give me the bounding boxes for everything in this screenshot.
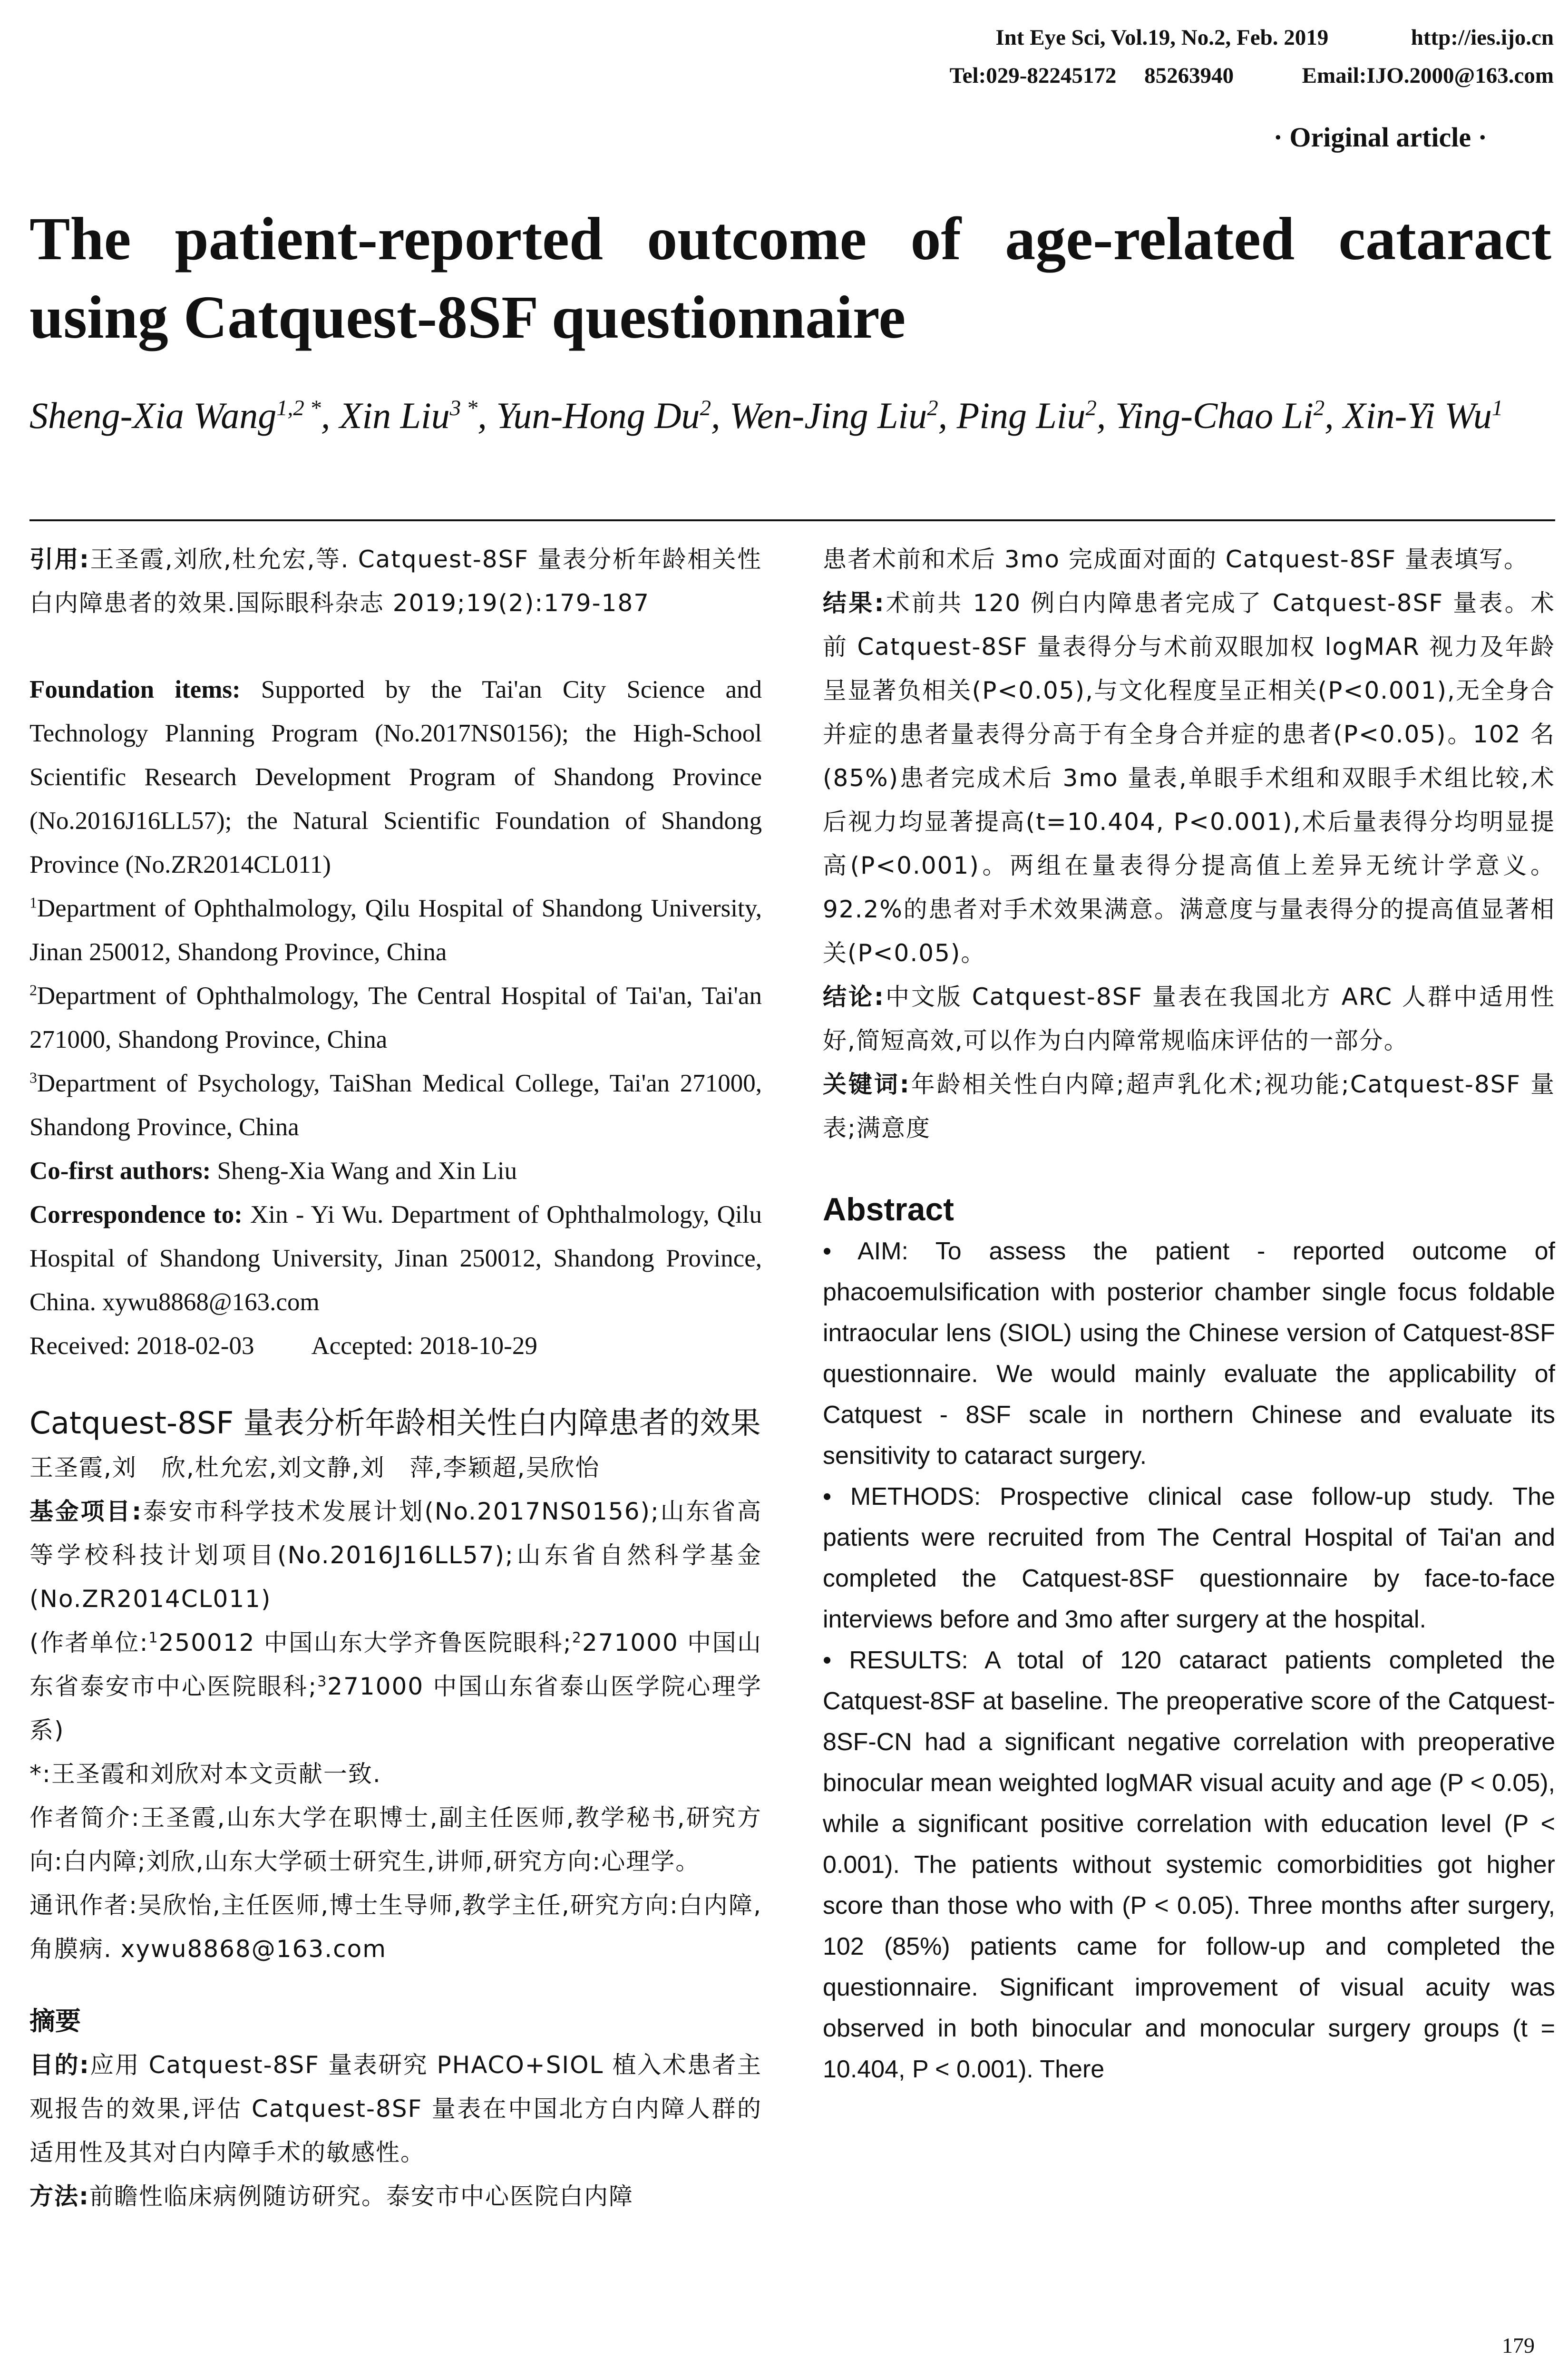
left-column	[29, 537, 762, 2218]
journal-citation: Int Eye Sci, Vol.19, No.2, Feb. 2019	[995, 25, 1329, 50]
author-affiliation-mark: 1,2 *	[276, 396, 321, 420]
affiliation-text: Department of Ophthalmology, Qilu Hospital of Shandong University, Jinan 250012, Shandong Province, China	[29, 895, 762, 966]
journal-email: Email:IJO.2000@163.com	[1302, 63, 1554, 88]
author-affiliation-mark: 2	[1085, 396, 1097, 420]
author-name: Ying-Chao Li	[1115, 395, 1314, 436]
co-first-text: Sheng-Xia Wang and Xin Liu	[217, 1157, 517, 1185]
foundation-label: Foundation items:	[29, 676, 241, 703]
author-biography: 作者简介:王圣霞,山东大学在职博士,副主任医师,教学秘书,研究方向:白内障;刘欣,山东大学硕士研究生,讲师,研究方向:心理学。	[29, 1804, 762, 1875]
correspondence-text: Xin - Yi Wu. Department of Ophthalmology, Qilu Hospital of Shandong University, Jinan 250012, Shandong Province, China. xywu8868@163.com	[29, 1201, 762, 1316]
author-affiliation-mark: 1	[1491, 396, 1503, 420]
correspondence	[29, 1193, 762, 1324]
author-list: Sheng-Xia Wang$^{1,2 *}$, Xin Liu$^{3 *}$, Yun-Hong Du$^2$, Wen-Jing Liu$^2$, Ping Liu$^2$, Ying-Chao Li$^2$, Xin-Yi Wu$^1$	[29, 395, 1503, 436]
abstract-aim-label: • AIM:	[823, 1237, 908, 1265]
paper-title-line-2: using Catquest-8SF questionnaire	[29, 283, 906, 351]
abstract-aim	[823, 1231, 1555, 1476]
co-first-authors	[29, 1149, 762, 1193]
chinese-foundation-text: 泰安市科学技术发展计划(No.2017NS0156);山东省高等学校科技计划项目(No.2016J16LL57);山东省自然科学基金(No.ZR2014CL011)	[29, 1498, 762, 1613]
author-name: Wen-Jing Liu	[729, 395, 927, 436]
chinese-correspondence: 通讯作者:吴欣怡,主任医师,博士生导师,教学主任,研究方向:白内障,角膜病. xywu8868@163.com	[29, 1891, 762, 1963]
chinese-aim-text: 应用 Catquest-8SF 量表研究 PHACO+SIOL 植入术患者主观报告的效果,评估 Catquest-8SF 量表在中国北方白内障人群的适用性及其对白内障手术的敏感性。	[29, 2051, 762, 2166]
chinese-conclusion-label: 结论:	[823, 983, 885, 1011]
chinese-affiliation-text: 250012 中国山东大学齐鲁医院眼科;	[158, 1629, 572, 1656]
chinese-results-label: 结果:	[823, 589, 885, 617]
abstract-aim-text: To assess the patient - reported outcome of phacoemulsification with posterior chamber single focus foldable intraocular lens (SIOL) using the Chinese version of Catquest-8SF questionnaire. We would mainly evaluate the applicability of Catquest - 8SF scale in northern Chinese and evaluate its sensitivity to cataract surgery.	[823, 1237, 1555, 1470]
abstract-methods-label: • METHODS:	[823, 1483, 981, 1510]
chinese-aim	[29, 2043, 762, 2174]
paper-title	[29, 200, 1551, 357]
chinese-keywords-label: 关键词:	[823, 1071, 910, 1098]
author-name: Xin Liu	[339, 395, 450, 436]
abstract-methods-text: Prospective clinical case follow-up study. The patients were recruited from The Central Hospital of Tai'an and completed the Catquest-8SF questionnaire by face-to-face interviews before and 3mo after surgery at the hospital.	[823, 1483, 1555, 1633]
co-first-label: Co-first authors:	[29, 1157, 211, 1185]
chinese-authors: 王圣霞,刘 欣,杜允宏,刘文静,刘 萍,李颖超,吴欣怡	[29, 1454, 600, 1481]
author-name: Sheng-Xia Wang	[29, 395, 277, 436]
foundation-text: Supported by the Tai'an City Science and Technology Planning Program (No.2017NS0156); the High-School Scientific Research Development Program of Shandong Province (No.2016J16LL57); the Natural Scientific Foundation of Shandong Province (No.ZR2014CL011)	[29, 676, 762, 878]
citation-label: 引用:	[29, 546, 90, 573]
affiliation-mark: 1	[148, 1629, 159, 1646]
chinese-methods-label: 方法:	[29, 2182, 89, 2210]
affiliation-mark: 3	[29, 1069, 37, 1086]
paper-title-line-1: The patient-reported outcome of age-related cataract	[29, 205, 1551, 273]
affiliation-text: Department of Psychology, TaiShan Medical College, Tai'an 271000, Shandong Province, China	[29, 1070, 762, 1141]
received-date: Received: 2018-02-03	[29, 1332, 254, 1360]
chinese-conclusion	[823, 975, 1555, 1062]
affiliation-text: Department of Ophthalmology, The Central Hospital of Tai'an, Tai'an 271000, Shandong Province, China	[29, 982, 762, 1053]
page-number: 179	[1502, 2333, 1535, 2358]
citation-text: 王圣霞,刘欣,杜允宏,等. Catquest-8SF 量表分析年龄相关性白内障患者的效果.国际眼科杂志 2019;19(2):179-187	[29, 546, 762, 617]
author-affiliation-mark: 2	[927, 396, 938, 420]
affiliation-2	[29, 974, 762, 1062]
journal-header-line-1	[995, 25, 1554, 50]
affiliation-mark: 3	[317, 1673, 328, 1690]
author-affiliation-mark: 2	[700, 396, 711, 420]
author-name: Xin-Yi Wu	[1343, 395, 1492, 436]
chinese-affiliation-prefix: (作者单位:	[29, 1629, 149, 1656]
chinese-results	[823, 581, 1555, 975]
chinese-foundation-label: 基金项目:	[29, 1498, 143, 1525]
affiliation-mark: 1	[29, 894, 37, 911]
affiliation-mark: 2	[29, 982, 37, 999]
article-type: · Original article ·	[1273, 122, 1487, 153]
affiliation-3	[29, 1062, 762, 1149]
citation	[29, 537, 762, 625]
chinese-title: Catquest-8SF 量表分析年龄相关性白内障患者的效果	[29, 1406, 761, 1441]
chinese-methods-continued: 患者术前和术后 3mo 完成面对面的 Catquest-8SF 量表填写。	[823, 546, 1529, 573]
chinese-keywords	[823, 1062, 1555, 1150]
foundation-items	[29, 668, 762, 887]
accepted-date: Accepted: 2018-10-29	[311, 1332, 537, 1360]
abstract-results	[823, 1640, 1555, 2090]
chinese-foundation	[29, 1490, 762, 1621]
correspondence-label: Correspondence to:	[29, 1201, 243, 1228]
abstract-results-label: • RESULTS:	[823, 1646, 968, 1674]
header-divider	[29, 519, 1555, 521]
chinese-aim-label: 目的:	[29, 2051, 90, 2079]
chinese-methods	[29, 2174, 762, 2218]
equal-contribution-note: *:王圣霞和刘欣对本文贡献一致.	[29, 1760, 381, 1788]
chinese-results-text: 术前共 120 例白内障患者完成了 Catquest-8SF 量表。术前 Catquest-8SF 量表得分与术前双眼加权 logMAR 视力及年龄呈显著负相关(P<0.05),与文化程度呈正相关(P<0.001),无全身合并症的患者量表得分高于有全身合并症的患者(P<0.05)。102 名(85%)患者完成术后 3mo 量表,单眼手术组和双眼手术组比较,术后视力均显著提高(t=10.404, P<0.001),术后量表得分均明显提高(P<0.001)。两组在量表得分提高值上差异无统计学意义。92.2%的患者对手术效果满意。满意度与量表得分的提高值显著相关(P<0.05)。	[823, 589, 1556, 967]
chinese-conclusion-text: 中文版 Catquest-8SF 量表在我国北方 ARC 人群中适用性好,简短高效,可以作为白内障常规临床评估的一部分。	[823, 983, 1555, 1054]
abstract-heading: Abstract	[823, 1191, 954, 1227]
chinese-methods-text: 前瞻性临床病例随访研究。泰安市中心医院白内障	[89, 2182, 633, 2210]
chinese-keywords-text: 年龄相关性白内障;超声乳化术;视功能;Catquest-8SF 量表;满意度	[823, 1071, 1555, 1142]
author-name: Ping Liu	[956, 395, 1086, 436]
affiliation-1	[29, 887, 762, 974]
chinese-affiliation-text: 271000 中国山东省泰山医学院心理学系)	[29, 1673, 762, 1744]
abstract-results-text: A total of 120 cataract patients completed the Catquest-8SF at baseline. The preoperative score of the Catquest-8SF-CN had a significant negative correlation with preoperative binocular mean weighted logMAR visual acuity and age (P < 0.05), while a significant positive correlation with education level (P < 0.001). The patients without systemic comorbidities got higher score than those who with (P < 0.05). Three months after surgery, 102 (85%) patients came for follow-up and completed the questionnaire. Significant improvement of visual acuity was observed in both binocular and monocular surgery groups (t = 10.404, P < 0.001). There	[823, 1646, 1555, 2083]
chinese-affiliation	[29, 1621, 762, 1752]
abstract-methods	[823, 1476, 1555, 1640]
journal-header-line-2	[950, 63, 1554, 88]
author-name: Yun-Hong Du	[496, 395, 700, 436]
chinese-affiliation-text: 271000 中国山东省泰安市中心医院眼科;	[29, 1629, 762, 1700]
dates	[29, 1324, 762, 1368]
right-column	[823, 537, 1555, 2090]
journal-tel: Tel:029-82245172 85263940	[949, 63, 1234, 88]
author-affiliation-mark: 2	[1313, 396, 1325, 420]
author-affiliation-mark: 3 *	[449, 396, 478, 420]
affiliation-mark: 2	[572, 1629, 582, 1646]
journal-url: http://ies.ijo.cn	[1411, 25, 1554, 50]
chinese-abstract-heading: 摘要	[29, 2006, 81, 2036]
